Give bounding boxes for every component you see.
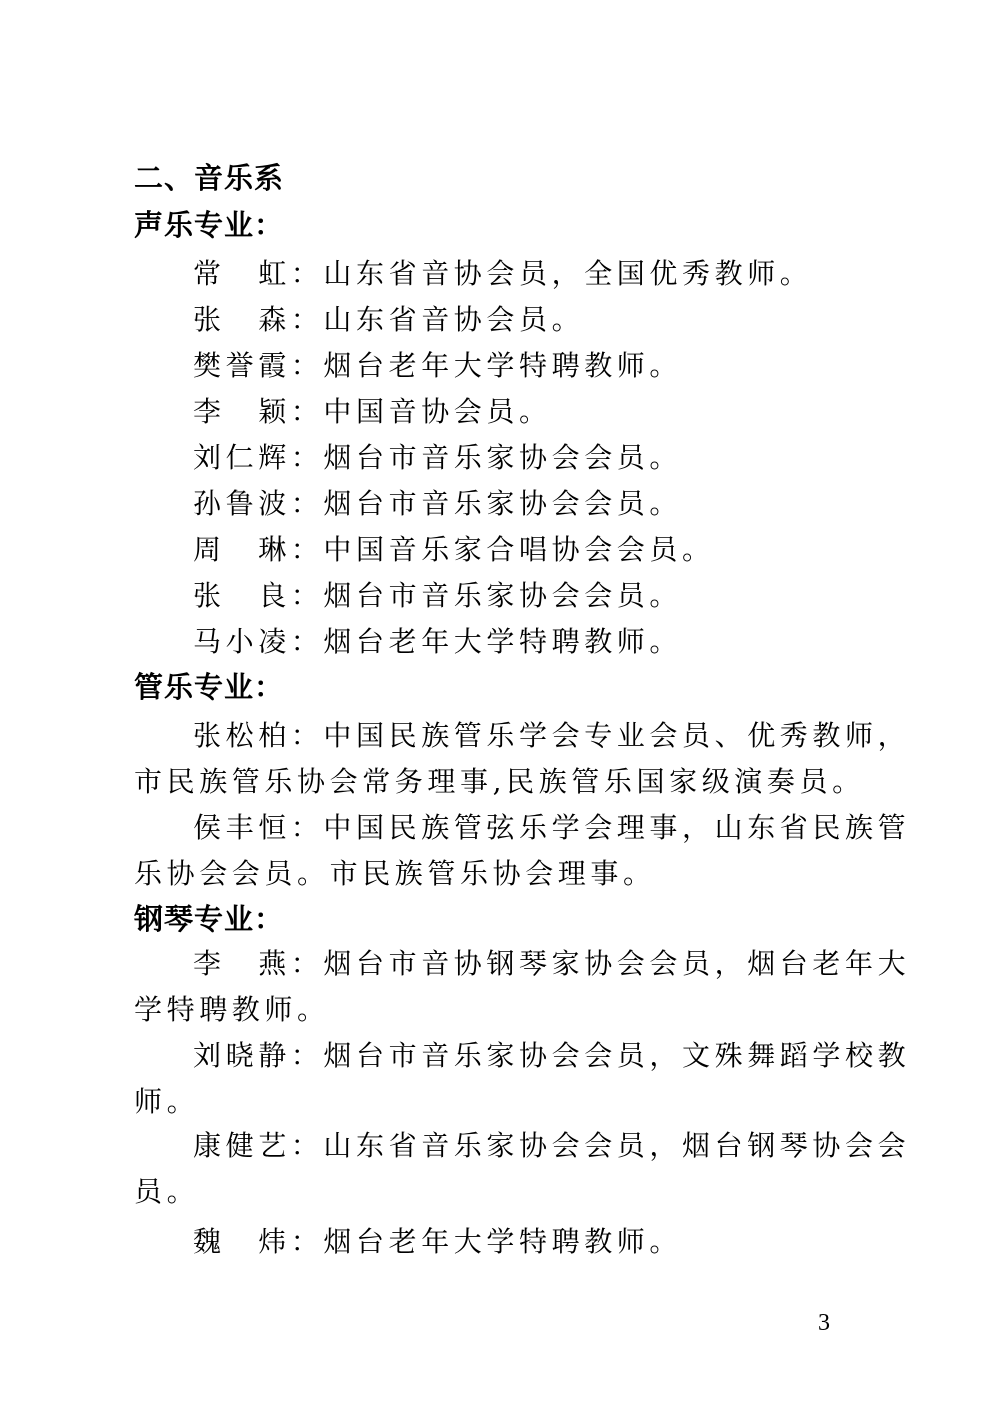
wind-entry: 侯丰恒：中国民族管弦乐学会理事，山东省民族管	[193, 811, 911, 844]
piano-entry-continued: 学特聘教师。	[134, 993, 330, 1026]
vocal-entry: 张 良：烟台市音乐家协会会员。	[193, 579, 683, 612]
wind-entry-continued: 市民族管乐协会常务理事,民族管乐国家级演奏员。	[134, 765, 865, 798]
wind-entry: 张松柏：中国民族管乐学会专业会员、优秀教师，	[193, 719, 911, 752]
vocal-entry: 樊誉霞：烟台老年大学特聘教师。	[193, 349, 683, 382]
piano-entry: 康健艺：山东省音乐家协会会员，烟台钢琴协会会	[193, 1129, 911, 1162]
vocal-entry: 常 虹：山东省音协会员，全国优秀教师。	[193, 257, 813, 290]
wind-entry-continued: 乐协会会员。市民族管乐协会理事。	[134, 857, 656, 890]
vocal-entry: 周 琳：中国音乐家合唱协会会员。	[193, 533, 715, 566]
piano-entry-continued: 师。	[134, 1085, 200, 1118]
vocal-entry: 刘仁辉：烟台市音乐家协会会员。	[193, 441, 683, 474]
vocal-entry: 张 森：山东省音协会员。	[193, 303, 585, 336]
piano-entry: 刘晓静：烟台市音乐家协会会员，文殊舞蹈学校教	[193, 1039, 911, 1072]
wind-heading: 管乐专业：	[134, 670, 285, 704]
piano-heading: 钢琴专业：	[134, 902, 285, 936]
section-title: 二、音乐系	[134, 161, 285, 195]
vocal-heading: 声乐专业：	[134, 208, 285, 242]
page-number: 3	[818, 1310, 830, 1336]
vocal-entry: 李 颖：中国音协会员。	[193, 395, 552, 428]
piano-entry-continued: 员。	[134, 1175, 200, 1208]
piano-entry: 魏 炜：烟台老年大学特聘教师。	[193, 1225, 683, 1258]
vocal-entry: 孙鲁波：烟台市音乐家协会会员。	[193, 487, 683, 520]
piano-entry: 李 燕：烟台市音协钢琴家协会会员，烟台老年大	[193, 947, 911, 980]
vocal-entry: 马小凌：烟台老年大学特聘教师。	[193, 625, 683, 658]
